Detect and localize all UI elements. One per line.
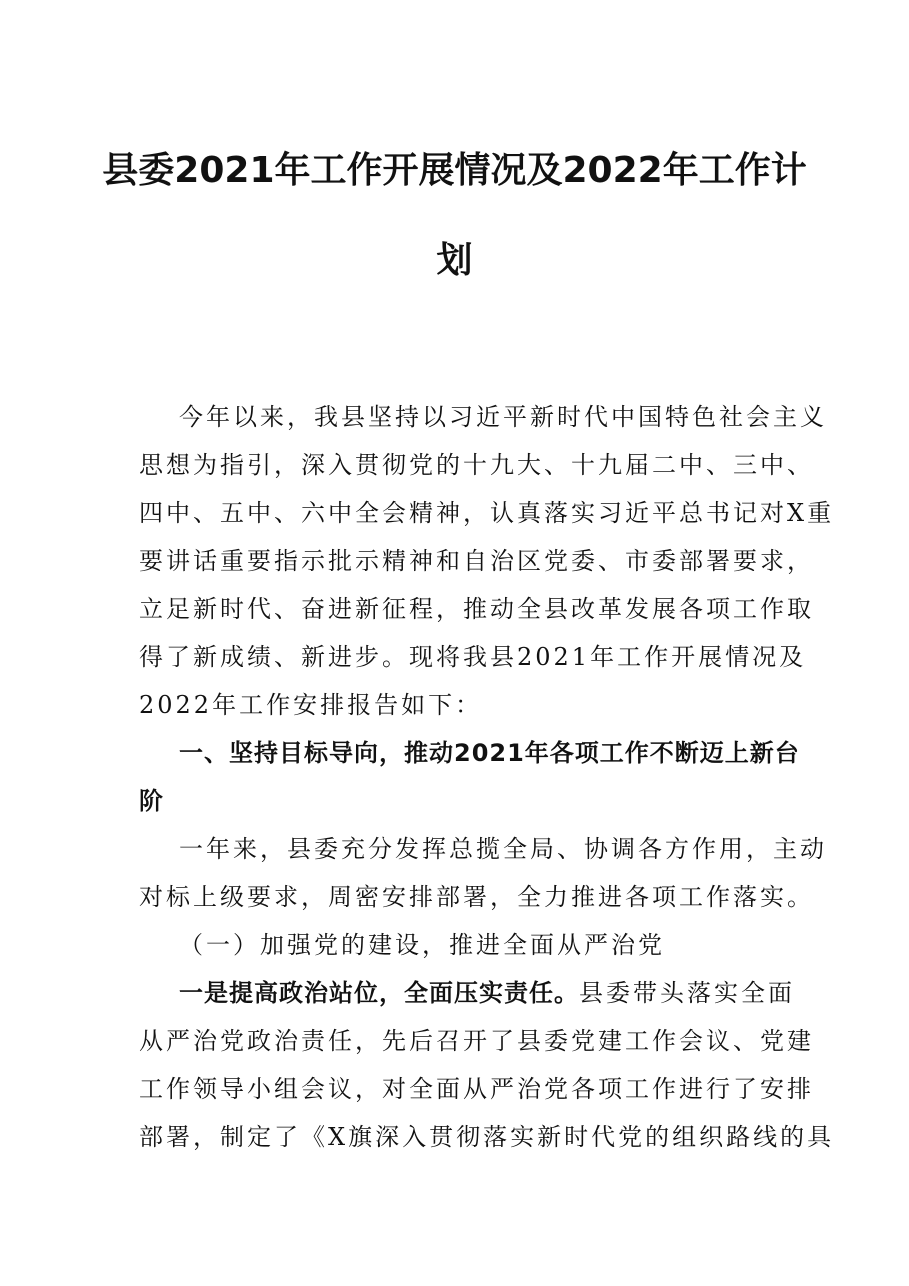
- heading-line: 阶: [139, 787, 164, 815]
- paragraph-line: 立足新时代、奋进新征程，推动全县改革发展各项工作取: [139, 595, 814, 623]
- paragraph-line: 工作领导小组会议，对全面从严治党各项工作进行了安排: [139, 1075, 814, 1103]
- subheading-line: （一）加强党的建设，推进全面从严治党: [179, 931, 665, 959]
- paragraph-overview: [139, 825, 827, 921]
- paragraph-line: 今年以来，我县坚持以习近平新时代中国特色社会主义: [179, 403, 827, 431]
- document-title-line-1: 县委2021年工作开展情况及2022年工作计: [102, 150, 807, 191]
- paragraph-intro: [139, 393, 835, 729]
- paragraph-line: 要讲话重要指示批示精神和自治区党委、市委部署要求，: [139, 547, 814, 575]
- lead-rest-text: 县委带头落实全面: [579, 979, 795, 1007]
- section-heading-1: [139, 729, 800, 825]
- body-content: [139, 393, 835, 1161]
- paragraph-line: 四中、五中、六中全会精神，认真落实习近平总书记对X重: [139, 499, 835, 527]
- paragraph-line: 得了新成绩、新进步。现将我县2021年工作开展情况及: [139, 643, 807, 671]
- heading-line: 一、坚持目标导向，推动2021年各项工作不断迈上新台: [179, 739, 800, 767]
- paragraph-line: 思想为指引，深入贯彻党的十九大、十九届二中、三中、: [139, 451, 814, 479]
- paragraph-line: 从严治党政治责任，先后召开了县委党建工作会议、党建: [139, 1027, 814, 1055]
- paragraph-line: 一年来，县委充分发挥总揽全局、协调各方作用，主动: [179, 835, 827, 863]
- lead-bold-text: 一是提高政治站位，全面压实责任。: [179, 979, 579, 1007]
- subsection-heading-1: [139, 921, 779, 969]
- paragraph-party-building: [139, 969, 835, 1161]
- paragraph-line: 2022年工作安排报告如下：: [139, 691, 483, 719]
- paragraph-line: 部署，制定了《X旗深入贯彻落实新时代党的组织路线的具: [139, 1123, 835, 1151]
- paragraph-first-line: [139, 969, 795, 1017]
- paragraph-line: 对标上级要求，周密安排部署，全力推进各项工作落实。: [139, 883, 814, 911]
- document-title-line-2: 划: [436, 240, 473, 281]
